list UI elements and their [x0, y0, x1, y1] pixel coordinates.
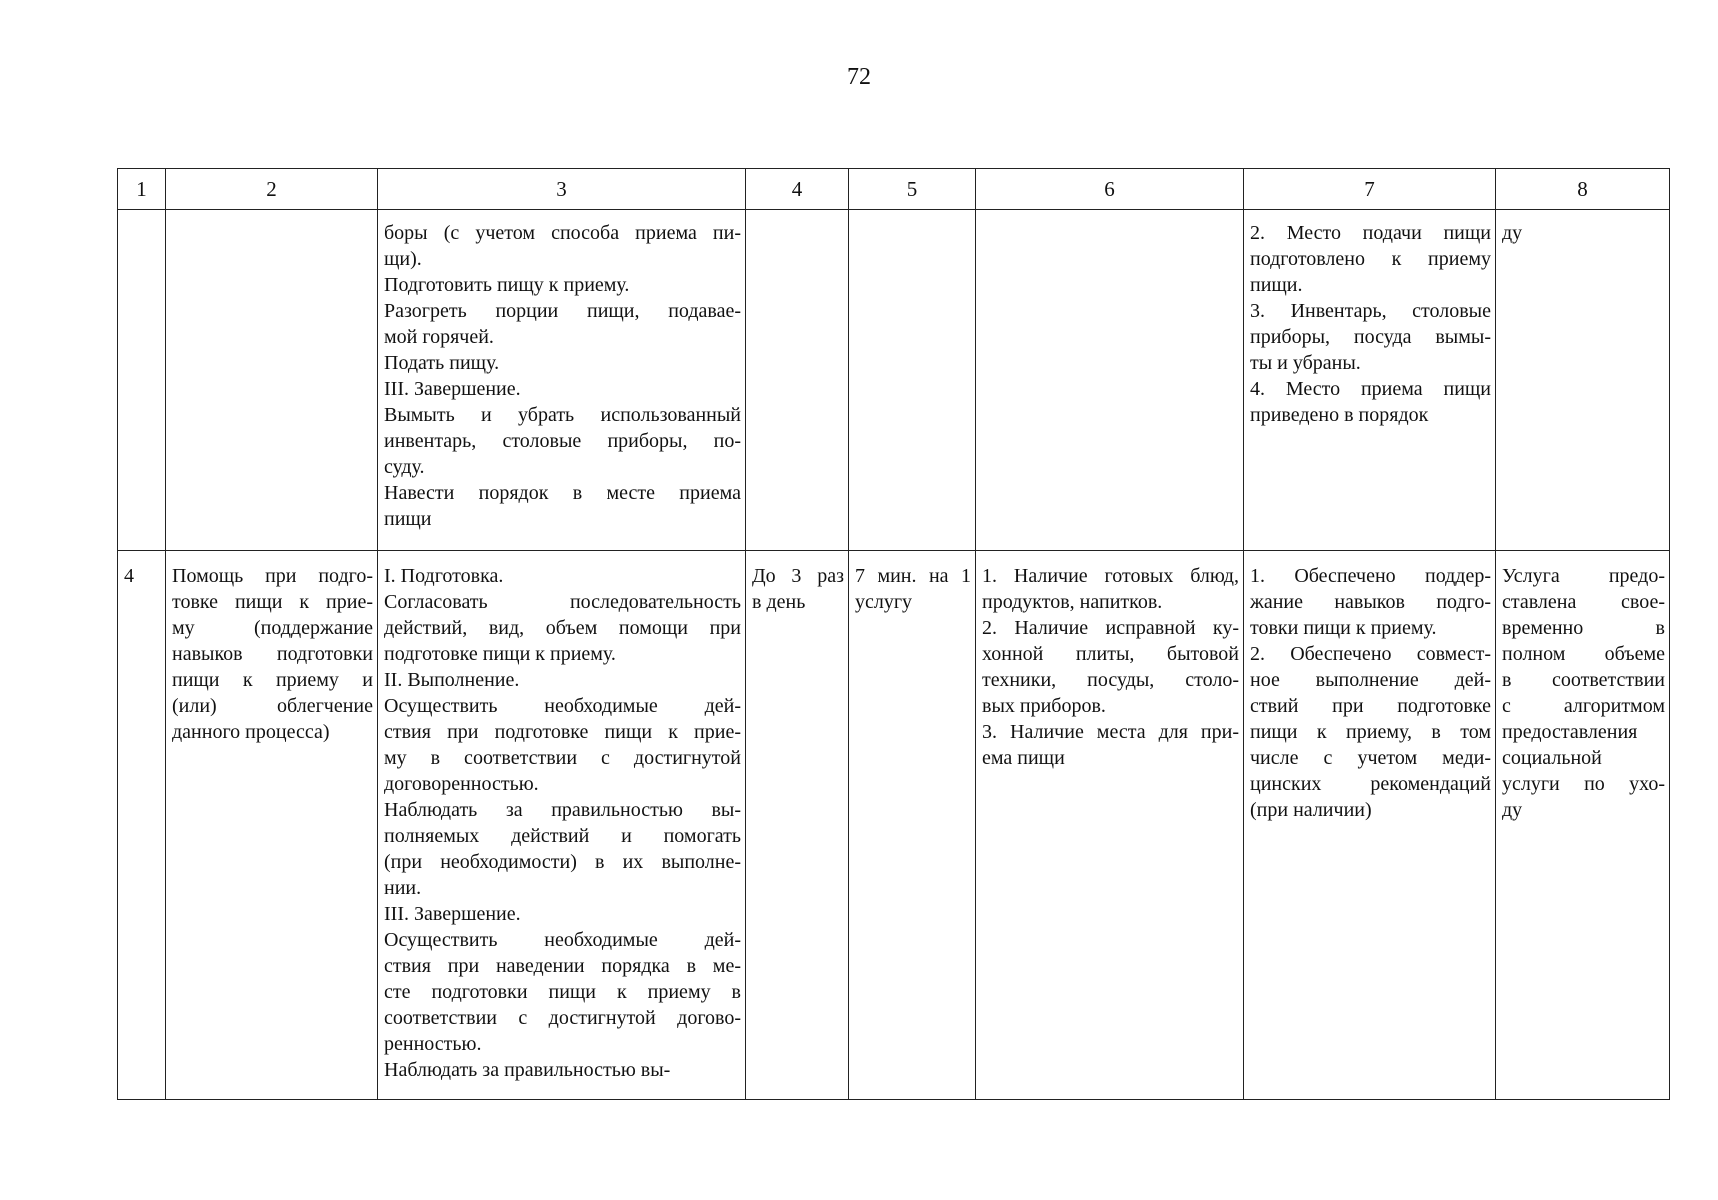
text-line: цинских рекомендаций — [1250, 773, 1491, 795]
text-line: мой горячей. — [384, 326, 494, 348]
cell-procedure — [378, 210, 746, 551]
text-line: пищи — [384, 508, 432, 530]
text-line: услуги по ухо- — [1502, 773, 1665, 795]
cell-quality — [1496, 210, 1670, 551]
text-line: ствия при подготовке пищи к прие- — [384, 721, 741, 743]
text-line: щи). — [384, 248, 422, 270]
text-line: инвентарь, столовые приборы, по- — [384, 430, 741, 452]
header-cell-6: 6 — [976, 169, 1244, 210]
text-line: услугу — [855, 591, 913, 613]
text-line: 7 мин. на 1 — [855, 565, 971, 587]
text-line: Вымыть и убрать использованный — [384, 404, 741, 426]
cell-frequency — [746, 210, 849, 551]
text-line: 2. Место подачи пищи — [1250, 222, 1491, 244]
text-line: До 3 раз — [752, 565, 844, 587]
text-line: нии. — [384, 877, 422, 899]
header-cell-5: 5 — [849, 169, 976, 210]
text-line: пищи. — [1250, 274, 1303, 296]
cell-number — [118, 210, 166, 551]
page-number: 72 — [847, 64, 871, 90]
text-line: Помощь при подго- — [172, 565, 373, 587]
text-line: Осуществить необходимые дей- — [384, 929, 741, 951]
cell-service-name — [166, 551, 378, 1100]
text-line: с алгоритмом — [1502, 695, 1665, 717]
header-cell-3: 3 — [378, 169, 746, 210]
header-cell-4: 4 — [746, 169, 849, 210]
text-line: пищи к приему и — [172, 669, 373, 691]
text-line: 1. Обеспечено поддер- — [1250, 565, 1491, 587]
text-line: суду. — [384, 456, 425, 478]
text-line: Подготовить пищу к приему. — [384, 274, 630, 296]
text-line: сте подготовки пищи к приему в — [384, 981, 741, 1003]
table-row-4 — [118, 551, 1670, 1100]
text-line: ренностью. — [384, 1033, 482, 1055]
text-line: Наблюдать за правильностью вы- — [384, 799, 741, 821]
cell-conditions — [976, 210, 1244, 551]
text-line: ема пищи — [982, 747, 1065, 769]
text-line: ты и убраны. — [1250, 352, 1361, 374]
cell-time-norm — [849, 551, 976, 1100]
text-line: жание навыков подго- — [1250, 591, 1491, 613]
cell-frequency — [746, 551, 849, 1100]
text-line: III. Завершение. — [384, 903, 521, 925]
cell-time-norm — [849, 210, 976, 551]
text-line: полном объеме — [1502, 643, 1665, 665]
text-line: техники, посуды, столо- — [982, 669, 1239, 691]
text-line: Наблюдать за правильностью вы- — [384, 1059, 671, 1081]
text-line: в день — [752, 591, 806, 613]
text-line: пищи к приему, в том — [1250, 721, 1491, 743]
text-line: 2. Наличие исправной ку- — [982, 617, 1239, 639]
header-cell-7: 7 — [1244, 169, 1496, 210]
text-line: действий, вид, объем помощи при — [384, 617, 741, 639]
text-line: навыков подготовки — [172, 643, 373, 665]
text-line: временно в — [1502, 617, 1665, 639]
text-line: 2. Обеспечено совмест- — [1250, 643, 1491, 665]
table-row-continuation — [118, 210, 1670, 551]
text-line: ставлена свое- — [1502, 591, 1665, 613]
text-line: 4. Место приема пищи — [1250, 378, 1491, 400]
text-line: подготовке пищи к приему. — [384, 643, 616, 665]
text-line: му (поддержание — [172, 617, 373, 639]
text-line: (или) облегчение — [172, 695, 373, 717]
text-line: данного процесса) — [172, 721, 330, 743]
text-line: II. Выполнение. — [384, 669, 520, 691]
text-line: ду — [1502, 222, 1523, 244]
text-line: III. Завершение. — [384, 378, 521, 400]
header-cell-8: 8 — [1496, 169, 1670, 210]
text-line: предоставления — [1502, 721, 1638, 743]
text-line: Подать пищу. — [384, 352, 500, 374]
text-line: ду — [1502, 799, 1523, 821]
text-line: 3. Инвентарь, столовые — [1250, 300, 1491, 322]
text-line: приборы, посуда вымы- — [1250, 326, 1491, 348]
text-line: числе с учетом меди- — [1250, 747, 1491, 769]
text-line: 3. Наличие места для при- — [982, 721, 1239, 743]
text-line: I. Подготовка. — [384, 565, 504, 587]
text-line: (при наличии) — [1250, 799, 1372, 821]
text-line: Навести порядок в месте приема — [384, 482, 741, 504]
text-line: хонной плиты, бытовой — [982, 643, 1239, 665]
cell-results — [1244, 210, 1496, 551]
text-line: боры (с учетом способа приема пи- — [384, 222, 741, 244]
text-line: ствия при наведении порядка в ме- — [384, 955, 741, 977]
text-line: договоренностью. — [384, 773, 539, 795]
cell-conditions — [976, 551, 1244, 1100]
text-line: товки пищи к приему. — [1250, 617, 1437, 639]
text-line: Услуга предо- — [1502, 565, 1665, 587]
text-line: подготовлено к приему — [1250, 248, 1491, 270]
cell-service-name — [166, 210, 378, 551]
text-line: соответствии с достигнутой догово- — [384, 1007, 741, 1029]
text-line: продуктов, напитков. — [982, 591, 1163, 613]
text-line: вых приборов. — [982, 695, 1106, 717]
text-line: му в соответствии с достигнутой — [384, 747, 741, 769]
text-line: (при необходимости) в их выполне- — [384, 851, 741, 873]
cell-quality — [1496, 551, 1670, 1100]
text-line: ное выполнение дей- — [1250, 669, 1491, 691]
cell-procedure — [378, 551, 746, 1100]
text-line: ствий при подготовке — [1250, 695, 1491, 717]
text-line: социальной — [1502, 747, 1602, 769]
text-line: полняемых действий и помогать — [384, 825, 741, 847]
table-header-row — [118, 169, 1670, 210]
cell-number: 4 — [118, 551, 166, 1100]
text-line: приведено в порядок — [1250, 404, 1429, 426]
text-line: Согласовать последовательность — [384, 591, 741, 613]
service-standards-table — [117, 168, 1670, 1100]
header-cell-1: 1 — [118, 169, 166, 210]
header-cell-2: 2 — [166, 169, 378, 210]
text-line: в соответствии — [1502, 669, 1665, 691]
text-line: товке пищи к прие- — [172, 591, 373, 613]
cell-results — [1244, 551, 1496, 1100]
text-line: 1. Наличие готовых блюд, — [982, 565, 1239, 587]
text-line: Разогреть порции пищи, подавае- — [384, 300, 741, 322]
text-line: Осуществить необходимые дей- — [384, 695, 741, 717]
